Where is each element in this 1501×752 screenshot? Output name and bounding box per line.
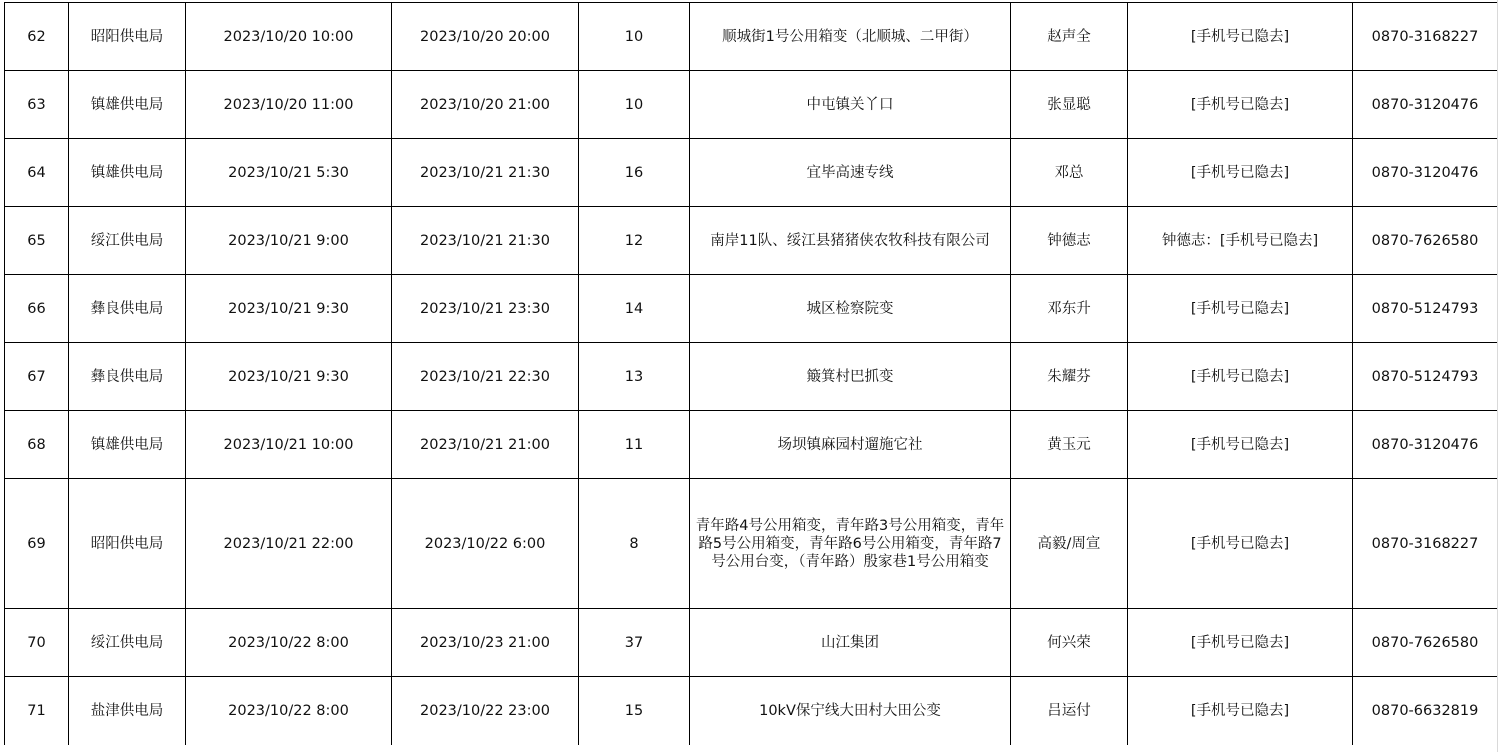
table-row: [5, 139, 1498, 207]
location-cell: 10kV保宁线大田村大田公变: [690, 677, 1011, 745]
duration-cell: 15: [579, 677, 690, 745]
contact-cell: 钟德志: [1011, 207, 1128, 275]
start-time-cell: 2023/10/21 9:30: [186, 343, 392, 411]
table-row: [5, 411, 1498, 479]
duration-cell: 11: [579, 411, 690, 479]
phone-cell: 0870-3168227: [1353, 3, 1498, 71]
row-number: 63: [5, 71, 69, 139]
contact-cell: 朱耀芬: [1011, 343, 1128, 411]
bureau-cell: 绥江供电局: [69, 609, 186, 677]
row-number: 70: [5, 609, 69, 677]
duration-cell: 10: [579, 71, 690, 139]
row-number: 64: [5, 139, 69, 207]
row-number: 68: [5, 411, 69, 479]
bureau-cell: 昭阳供电局: [69, 479, 186, 609]
row-number: 67: [5, 343, 69, 411]
end-time-cell: 2023/10/21 23:30: [392, 275, 579, 343]
location-cell: 城区检察院变: [690, 275, 1011, 343]
mobile-cell: [手机号已隐去]: [1128, 71, 1353, 139]
end-time-cell: 2023/10/20 20:00: [392, 3, 579, 71]
end-time-cell: 2023/10/21 21:30: [392, 139, 579, 207]
location-cell: 簸箕村巴抓变: [690, 343, 1011, 411]
location-cell: 顺城街1号公用箱变（北顺城、二甲街）: [690, 3, 1011, 71]
mobile-cell: [手机号已隐去]: [1128, 609, 1353, 677]
bureau-cell: 彝良供电局: [69, 275, 186, 343]
location-cell: 青年路4号公用箱变，青年路3号公用箱变，青年路5号公用箱变，青年路6号公用箱变，青年路7号公用台变，（青年路）殷家巷1号公用箱变: [690, 479, 1011, 609]
end-time-cell: 2023/10/20 21:00: [392, 71, 579, 139]
contact-cell: 吕运付: [1011, 677, 1128, 745]
location-cell: 南岸11队、绥江县猪猪侠农牧科技有限公司: [690, 207, 1011, 275]
end-time-cell: 2023/10/23 21:00: [392, 609, 579, 677]
duration-cell: 13: [579, 343, 690, 411]
start-time-cell: 2023/10/20 10:00: [186, 3, 392, 71]
outage-table: [4, 2, 1498, 745]
end-time-cell: 2023/10/21 21:00: [392, 411, 579, 479]
mobile-cell: [手机号已隐去]: [1128, 343, 1353, 411]
contact-cell: 邓总: [1011, 139, 1128, 207]
row-number: 71: [5, 677, 69, 745]
start-time-cell: 2023/10/21 5:30: [186, 139, 392, 207]
start-time-cell: 2023/10/21 22:00: [186, 479, 392, 609]
row-number: 66: [5, 275, 69, 343]
mobile-cell: [手机号已隐去]: [1128, 275, 1353, 343]
mobile-cell: [手机号已隐去]: [1128, 479, 1353, 609]
phone-cell: 0870-3120476: [1353, 411, 1498, 479]
bureau-cell: 镇雄供电局: [69, 411, 186, 479]
duration-cell: 16: [579, 139, 690, 207]
table-row: [5, 677, 1498, 745]
table-row: [5, 207, 1498, 275]
mobile-cell: [手机号已隐去]: [1128, 3, 1353, 71]
start-time-cell: 2023/10/22 8:00: [186, 677, 392, 745]
phone-cell: 0870-3168227: [1353, 479, 1498, 609]
contact-cell: 黄玉元: [1011, 411, 1128, 479]
table-row: [5, 343, 1498, 411]
bureau-cell: 彝良供电局: [69, 343, 186, 411]
mobile-cell: [手机号已隐去]: [1128, 411, 1353, 479]
bureau-cell: 昭阳供电局: [69, 3, 186, 71]
contact-cell: 高毅/周宣: [1011, 479, 1128, 609]
end-time-cell: 2023/10/22 6:00: [392, 479, 579, 609]
start-time-cell: 2023/10/22 8:00: [186, 609, 392, 677]
phone-cell: 0870-3120476: [1353, 71, 1498, 139]
duration-cell: 37: [579, 609, 690, 677]
table-row: [5, 479, 1498, 609]
page-edge-line: [1497, 0, 1498, 752]
bureau-cell: 绥江供电局: [69, 207, 186, 275]
phone-cell: 0870-7626580: [1353, 207, 1498, 275]
location-cell: 场坝镇麻园村遛施它社: [690, 411, 1011, 479]
end-time-cell: 2023/10/22 23:00: [392, 677, 579, 745]
contact-cell: 何兴荣: [1011, 609, 1128, 677]
end-time-cell: 2023/10/21 22:30: [392, 343, 579, 411]
end-time-cell: 2023/10/21 21:30: [392, 207, 579, 275]
contact-cell: 赵声全: [1011, 3, 1128, 71]
row-number: 69: [5, 479, 69, 609]
mobile-cell: 钟德志：[手机号已隐去]: [1128, 207, 1353, 275]
mobile-cell: [手机号已隐去]: [1128, 139, 1353, 207]
table-row: [5, 275, 1498, 343]
contact-cell: 邓东升: [1011, 275, 1128, 343]
bureau-cell: 镇雄供电局: [69, 71, 186, 139]
table-row: [5, 71, 1498, 139]
duration-cell: 12: [579, 207, 690, 275]
row-number: 65: [5, 207, 69, 275]
location-cell: 中屯镇关丫口: [690, 71, 1011, 139]
start-time-cell: 2023/10/21 10:00: [186, 411, 392, 479]
duration-cell: 10: [579, 3, 690, 71]
row-number: 62: [5, 3, 69, 71]
table-row: [5, 609, 1498, 677]
mobile-cell: [手机号已隐去]: [1128, 677, 1353, 745]
phone-cell: 0870-5124793: [1353, 275, 1498, 343]
start-time-cell: 2023/10/21 9:00: [186, 207, 392, 275]
phone-cell: 0870-5124793: [1353, 343, 1498, 411]
location-cell: 宜毕高速专线: [690, 139, 1011, 207]
table-row: [5, 3, 1498, 71]
location-cell: 山江集团: [690, 609, 1011, 677]
start-time-cell: 2023/10/20 11:00: [186, 71, 392, 139]
start-time-cell: 2023/10/21 9:30: [186, 275, 392, 343]
phone-cell: 0870-6632819: [1353, 677, 1498, 745]
phone-cell: 0870-3120476: [1353, 139, 1498, 207]
bureau-cell: 镇雄供电局: [69, 139, 186, 207]
bureau-cell: 盐津供电局: [69, 677, 186, 745]
duration-cell: 8: [579, 479, 690, 609]
contact-cell: 张显聪: [1011, 71, 1128, 139]
phone-cell: 0870-7626580: [1353, 609, 1498, 677]
duration-cell: 14: [579, 275, 690, 343]
